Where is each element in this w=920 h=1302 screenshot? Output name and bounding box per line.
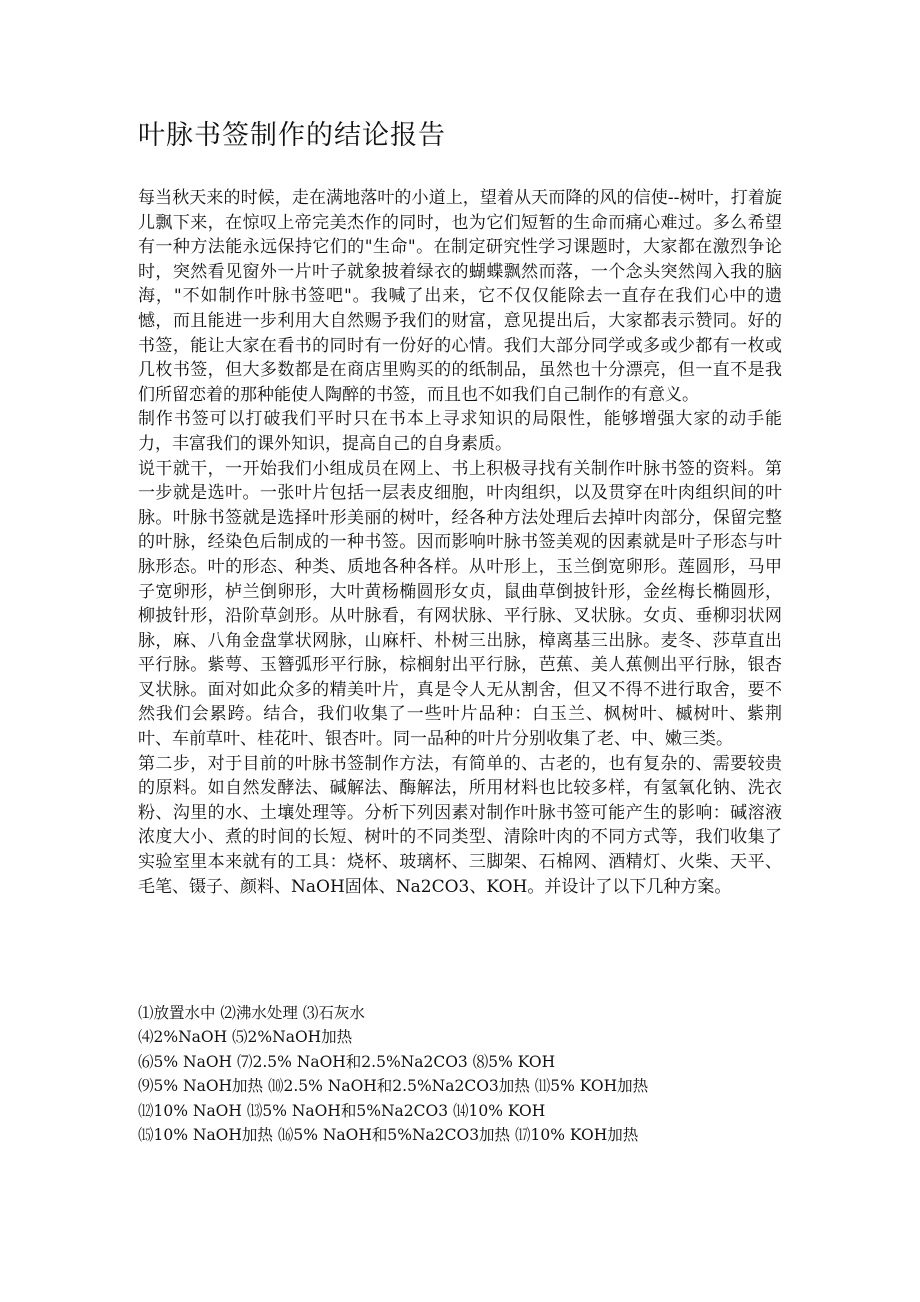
paragraph-step-two: 第二步，对于目前的叶脉书签制作方法，有简单的、古老的，也有复杂的、需要较贵的原料。如自然发酵法、碱解法、酶解法，所用材料也比较多样，有氢氧化钠、洗衣粉、沟里的水、土壤处理等。分析下列因素对制作叶脉书签可能产生的影响：碱溶液浓度大小、煮的时间的长短、树叶的不同类型、清除叶肉的不同方式等，我们收集了实验室里本来就有的工具：烧杯、玻璃杯、三脚架、石棉网、酒精灯、火柴、天平、毛笔、镊子、颜料、NaOH固体、Na2CO3、KOH。并设计了以下几种方案。 <box>138 753 782 897</box>
paragraph-step-one: 说干就干，一开始我们小组成员在网上、书上积极寻找有关制作叶脉书签的资料。第一步就是选叶。一张叶片包括一层表皮细胞，叶肉组织，以及贯穿在叶肉组织间的叶脉。叶脉书签就是选择叶形美丽的树叶，经各种方法处理后去掉叶肉部分，保留完整的叶脉，经染色后制成的一种书签。因而影响叶脉书签美观的因素就是叶子形态与叶脉形态。叶的形态、种类、质地各种各样。从叶形上，玉兰倒宽卵形。莲圆形，马甲子宽卵形，栌兰倒卵形，大叶黄杨椭圆形女贞，鼠曲草倒披针形，金丝梅长椭圆形，柳披针形，沿阶草剑形。从叶脉看，有网状脉、平行脉、叉状脉。女贞、垂柳羽状网脉，麻、八角金盘掌状网脉，山麻杆、朴树三出脉，樟离基三出脉。麦冬、莎草直出平行脉。紫萼、玉簪弧形平行脉，棕榈射出平行脉，芭蕉、美人蕉侧出平行脉，银杏叉状脉。面对如此众多的精美叶片，真是令人无从割舍，但又不得不进行取舍，要不然我们会累跨。结合，我们收集了一些叶片品种：白玉兰、枫树叶、槭树叶、紫荆叶、车前草叶、桂花叶、银杏叶。同一品种的叶片分别收集了老、中、嫩三类。 <box>138 458 782 750</box>
document-title: 叶脉书签制作的结论报告 <box>138 120 446 151</box>
paragraph-intro: 每当秋天来的时候，走在满地落叶的小道上，望着从天而降的风的信使--树叶，打着旋儿飘下来，在惊叹上帝完美杰作的同时，也为它们短暂的生命而痛心难过。多么希望有一种方法能永远保持它们的"生命"。在制定研究性学习课题时，大家都在激烈争论时，突然看见窗外一片叶子就象披着绿衣的蝴蝶飘然而落，一个念头突然闯入我的脑海，"不如制作叶脉书签吧"。我喊了出来，它不仅仅能除去一直存在我们心中的遗憾，而且能进一步利用大自然赐予我们的财富，意见提出后，大家都表示赞同。好的书签，能让大家在看书的同时有一份好的心情。我们大部分同学或多或少都有一枚或几枚书签，但大多数都是在商店里购买的的纸制品，虽然也十分漂亮，但一直不是我们所留恋着的那种能使人陶醉的书签，而且也不如我们自己制作的有意义。 <box>138 188 782 405</box>
option-row: ⑷2%NaOH ⑸2%NaOH加热 <box>138 1028 353 1047</box>
document-body <box>138 186 782 899</box>
option-row: ⑹5% NaOH ⑺2.5% NaOH和2.5%Na2CO3 ⑻5% KOH <box>138 1052 556 1071</box>
experiment-options-list <box>138 1001 838 1147</box>
option-row: ⑴放置水中 ⑵沸水处理 ⑶石灰水 <box>138 1004 365 1022</box>
paragraph-purpose: 制作书签可以打破我们平时只在书本上寻求知识的局限性，能够增强大家的动手能力，丰富我们的课外知识，提高自己的自身素质。 <box>138 409 782 454</box>
option-row: ⑼5% NaOH加热 ⑽2.5% NaOH和2.5%Na2CO3加热 ⑾5% KOH加热 <box>138 1077 649 1096</box>
option-row: ⒂10% NaOH加热 ⒃5% NaOH和5%Na2CO3加热 ⒄10% KOH加热 <box>138 1126 639 1145</box>
option-row: ⑿10% NaOH ⒀5% NaOH和5%Na2CO3 ⒁10% KOH <box>138 1101 546 1120</box>
